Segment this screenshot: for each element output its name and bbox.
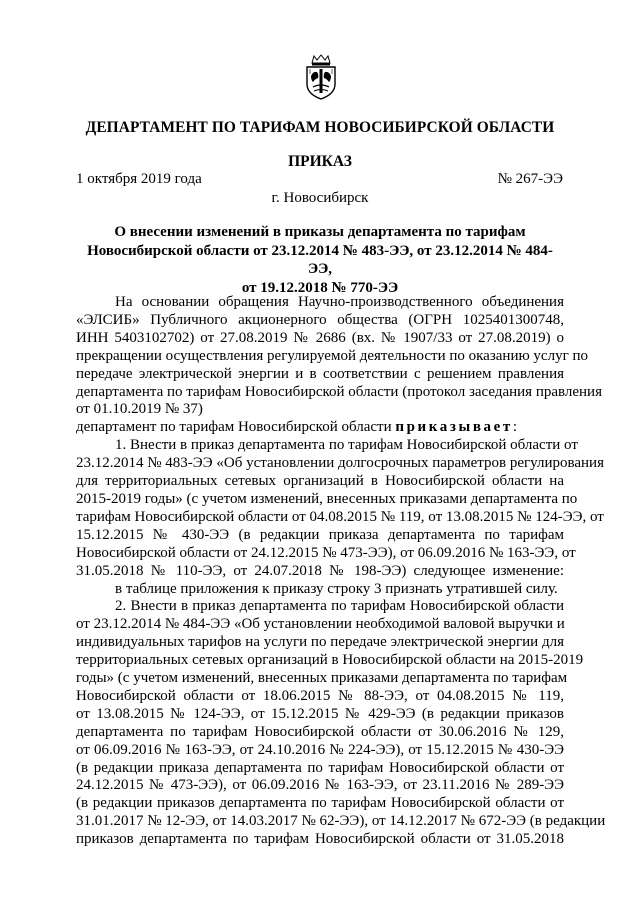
text-line: 31.05.2018 № 110-ЭЭ, от 24.07.2018 № 198-ЭЭ) следующее изменение: [76, 562, 564, 579]
coat-of-arms-icon [303, 54, 339, 100]
text-line: «ЭЛСИБ» Публичного акционерного общества (ОГРН 1025401300748, [76, 311, 564, 328]
text-line: 2. Внести в приказ департамента по тарифам Новосибирской области [115, 598, 564, 615]
text-line: департамента по тарифам Новосибирской области от 30.06.2016 № 129, [76, 723, 564, 740]
decree-prefix: департамент по тарифам Новосибирской области [76, 419, 396, 436]
subject-line: от 19.12.2018 № 770-ЭЭ [241, 279, 399, 296]
text-line: от 13.08.2015 № 124-ЭЭ, от 15.12.2015 № 429-ЭЭ (в редакции приказов [76, 705, 564, 722]
text-line: от 06.09.2016 № 163-ЭЭ, от 24.10.2016 № 224-ЭЭ), от 15.12.2015 № 430-ЭЭ [76, 741, 564, 758]
order-city: г. Новосибирск [271, 190, 369, 206]
preamble-paragraph [76, 294, 602, 419]
order-body [76, 294, 606, 849]
text-line: 24.12.2015 № 473-ЭЭ), от 06.09.2016 № 163-ЭЭ, от 23.11.2016 № 289-ЭЭ [76, 777, 564, 794]
text-line: (в редакции приказа департамента по тарифам Новосибирской области от [76, 759, 564, 776]
subject-line: Новосибирской области от 23.12.2014 № 483-ЭЭ, от 23.12.2014 № 484-ЭЭ, [87, 242, 553, 277]
text-line: индивидуальных тарифов на услуги по передаче электрической энергии для [76, 634, 564, 651]
text-line: (в редакции приказов департамента по тарифам Новосибирской области от [76, 795, 564, 812]
text-line: Новосибирской области от 24.12.2015 № 473-ЭЭ), от 06.09.2016 № 163-ЭЭ, от [76, 544, 576, 561]
order-subject [76, 223, 564, 297]
decree-word: приказывает [395, 419, 513, 436]
text-line: ИНН 5403102702) от 27.08.2019 № 2686 (вх. № 1907/33 от 27.08.2019) о [76, 329, 564, 346]
text-line: годы» (с учетом изменений, внесенных приказами департамента по тарифам [76, 670, 568, 687]
text-line: для территориальных сетевых организаций в Новосибирской области на [76, 473, 564, 490]
document-type: ПРИКАЗ [288, 153, 352, 170]
text-line: территориальных сетевых организаций в Новосибирской области на 2015-2019 [76, 652, 584, 669]
department-title: ДЕПАРТАМЕНТ ПО ТАРИФАМ НОВОСИБИРСКОЙ ОБЛАСТИ [85, 119, 555, 136]
text-line: Новосибирской области от 18.06.2015 № 88-ЭЭ, от 04.08.2015 № 119, [76, 687, 564, 704]
text-line: от 01.10.2019 № 37) [76, 401, 203, 418]
decree-suffix: : [512, 419, 518, 436]
text-line: передаче электрической энергии и в соответствии с решением правления [76, 365, 564, 382]
text-line: 31.01.2017 № 12-ЭЭ, от 14.03.2017 № 62-ЭЭ), от 14.12.2017 № 672-ЭЭ (в редакции [76, 813, 606, 830]
text-line: 15.12.2015 № 430-ЭЭ (в редакции приказа департамента по тарифам [76, 526, 564, 543]
item-1-change: в таблице приложения к приказу строку 3 признать утратившей силу. [115, 580, 558, 597]
item-1-paragraph [76, 437, 604, 580]
text-line: департамента по тарифам Новосибирской области (протокол заседания правления [76, 383, 602, 400]
text-line: приказов департамента по тарифам Новосибирской области от 31.05.2018 [76, 831, 564, 848]
order-number: № 267-ЭЭ [497, 171, 563, 187]
text-line: 23.12.2014 № 483-ЭЭ «Об установлении долгосрочных параметров регулирования [76, 455, 604, 472]
text-line: 2015-2019 годы» (с учетом изменений, внесенных приказами департамента по [76, 490, 578, 507]
order-date: 1 октября 2019 года [76, 171, 202, 187]
item-2-paragraph [76, 598, 606, 849]
text-line: прекращении осуществления регулируемой деятельности по оказанию услуг по [76, 347, 589, 364]
text-line: 1. Внести в приказ департамента по тарифам Новосибирской области от [115, 437, 578, 454]
decree-line [76, 419, 564, 437]
text-line: На основании обращения Научно-производственного объединения [115, 294, 564, 310]
text-line: тарифам Новосибирской области от 04.08.2015 № 119, от 13.08.2015 № 124-ЭЭ, от [76, 508, 604, 525]
subject-line: О внесении изменений в приказы департамента по тарифам [114, 224, 526, 240]
text-line: от 23.12.2014 № 484-ЭЭ «Об установлении необходимой валовой выручки и [76, 616, 565, 633]
